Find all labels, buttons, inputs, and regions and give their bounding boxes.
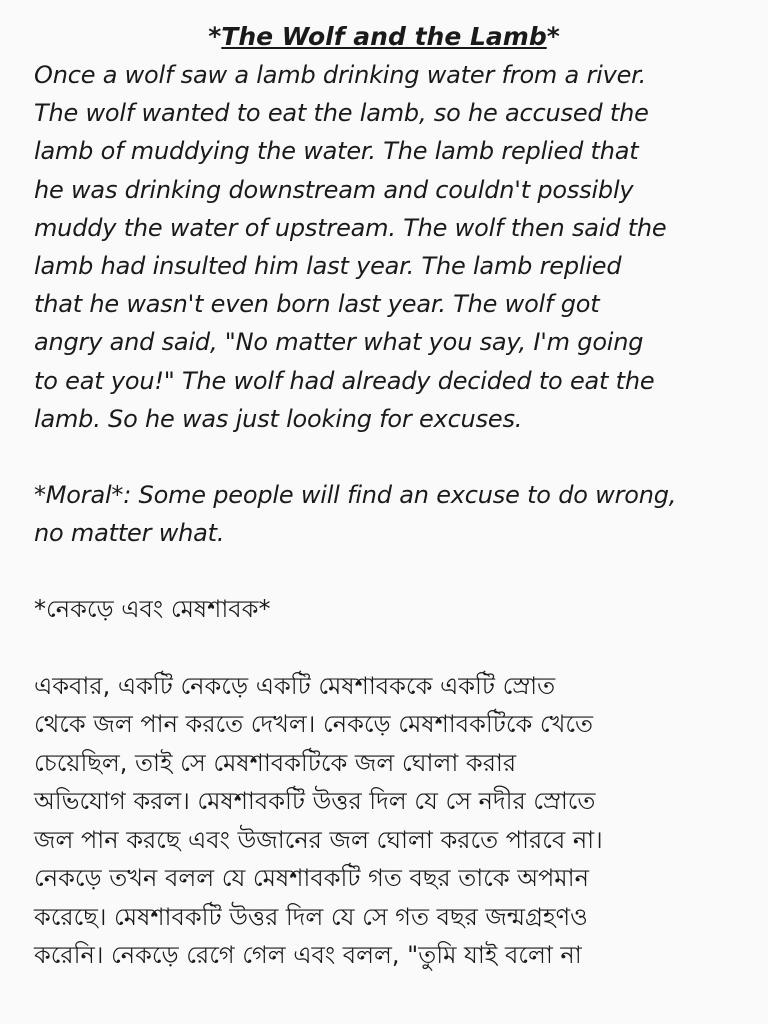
bengali-line: করেছে। মেষশাবকটি উত্তর দিল যে সে গত বছর জন্মগ্রহণও: [34, 902, 588, 931]
paragraph-gap: [34, 629, 734, 667]
bengali-title: *নেকড়ে এবং মেষশাবক*: [34, 595, 271, 624]
bengali-line: জল পান করছে এবং উজানের জল ঘোলা করতে পারবে না।: [34, 825, 603, 854]
story-line: lamb of muddying the water. The lamb replied that: [34, 137, 639, 166]
story-line: lamb. So he was just looking for excuses.: [34, 404, 523, 433]
moral-line: *Moral*: Some people will find an excuse to do wrong,: [34, 481, 677, 510]
bengali-line: অভিযোগ করল। মেষশাবকটি উত্তর দিল যে সে নদীর স্রোতে: [34, 787, 596, 816]
bengali-line: একবার, একটি নেকড়ে একটি মেষশাবককে একটি স্রোত: [34, 671, 556, 700]
story-line: he was drinking downstream and couldn't possibly: [34, 175, 634, 204]
title-prefix: *: [208, 22, 222, 51]
bengali-line: নেকড়ে তখন বলল যে মেষশাবকটি গত বছর তাকে অপমান: [34, 864, 589, 893]
bengali-line: করেনি। নেকড়ে রেগে গেল এবং বলল, "তুমি যাই বলো না: [34, 941, 582, 970]
story-title: [34, 18, 734, 56]
bengali-line: থেকে জল পান করতে দেখল। নেকড়ে মেষশাবকটিকে খেতে: [34, 710, 594, 739]
story-line: that he wasn't even born last year. The wolf got: [34, 290, 600, 319]
paragraph-gap: [34, 438, 734, 476]
moral-line: no matter what.: [34, 519, 225, 548]
story-line: The wolf wanted to eat the lamb, so he accused the: [34, 99, 649, 128]
story-english: [34, 56, 734, 590]
story-line: Once a wolf saw a lamb drinking water from a river.: [34, 61, 647, 89]
title-suffix: *: [546, 22, 560, 51]
story-bengali: [34, 590, 734, 975]
story-line: angry and said, "No matter what you say, I'm going: [34, 328, 644, 357]
title-text: The Wolf and the Lamb: [221, 22, 547, 51]
story-line: to eat you!" The wolf had already decided to eat the: [34, 366, 655, 395]
story-line: muddy the water of upstream. The wolf then said the: [34, 213, 667, 242]
paragraph-gap: [34, 552, 734, 590]
bengali-line: চেয়েছিল, তাই সে মেষশাবকটিকে জল ঘোলা করার: [34, 748, 517, 777]
story-line: lamb had insulted him last year. The lamb replied: [34, 252, 622, 281]
